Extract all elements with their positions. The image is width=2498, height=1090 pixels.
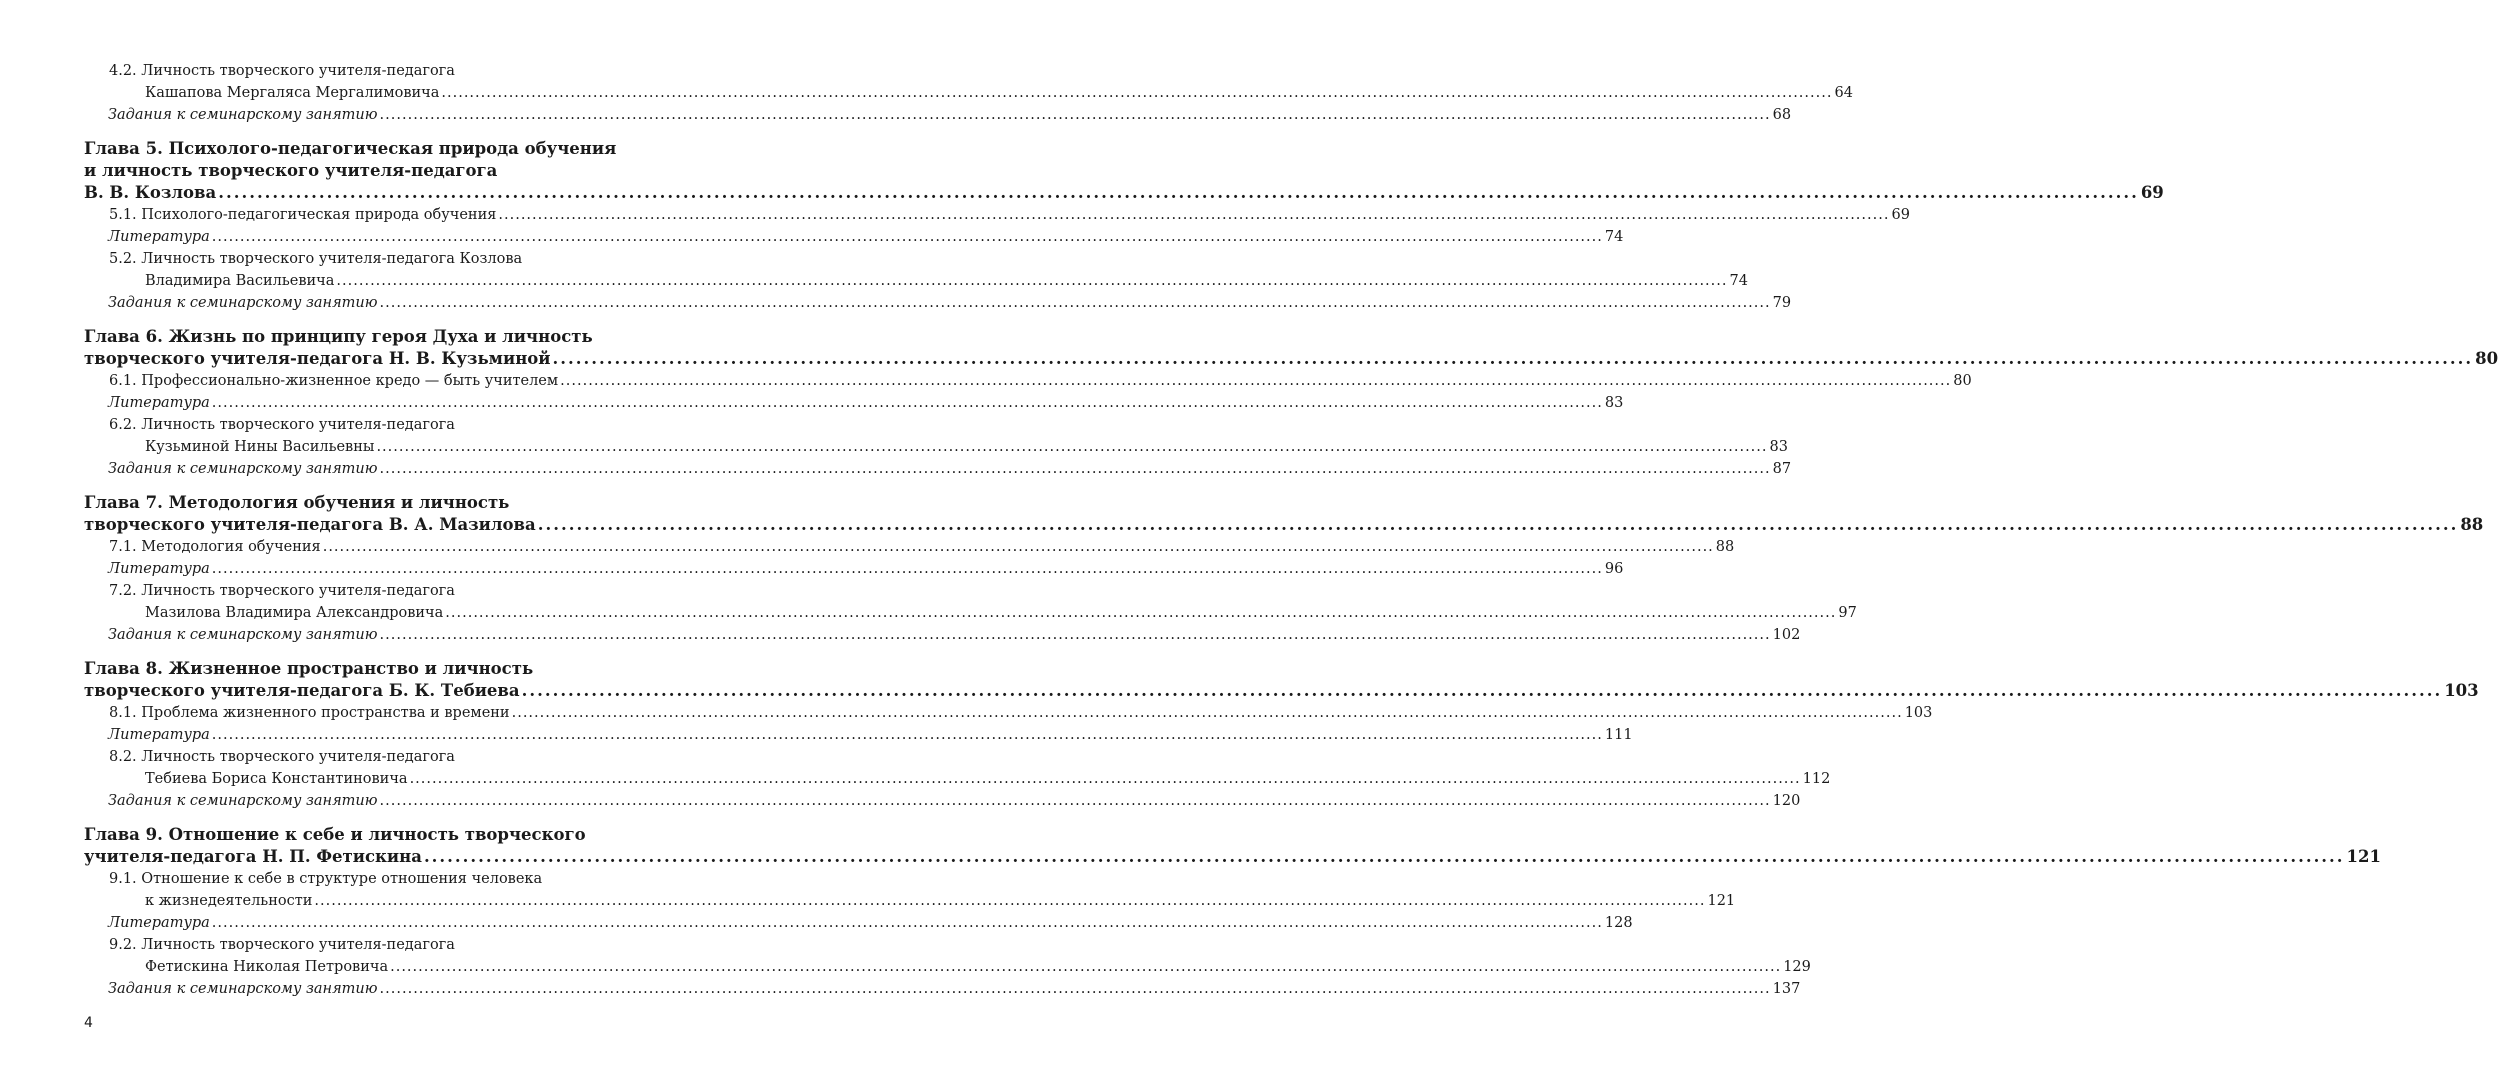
chapter-heading-text: творческого учителя-педагога В. А. Мазилова xyxy=(84,515,536,534)
chapter-heading-leader-line xyxy=(84,514,2484,536)
dot-leader xyxy=(553,349,2474,368)
toc-entry-leader-line xyxy=(109,82,1853,104)
toc-entry-seminar-tasks[interactable] xyxy=(108,790,1801,812)
toc-entry-text: Задания к семинарскому занятию xyxy=(108,627,378,643)
toc-entry-text: Задания к семинарскому занятию xyxy=(108,461,378,477)
dot-leader xyxy=(498,207,1889,223)
chapter-heading-line: Глава 6. Жизнь по принципу героя Духа и личность xyxy=(84,327,593,346)
toc-entry-leader-line xyxy=(108,458,1792,480)
toc-entry-page-number: 88 xyxy=(1715,539,1735,555)
toc-entry-leader-line xyxy=(108,912,1633,934)
chapter-heading-line: Глава 7. Методология обучения и личность xyxy=(84,493,510,512)
chapter-heading-leader-line xyxy=(84,680,2479,702)
chapter-heading-text: творческого учителя-педагога Б. К. Тебиева xyxy=(84,681,520,700)
toc-entry-page-number: 69 xyxy=(1891,207,1910,223)
toc-entry-leader-line xyxy=(108,392,1624,414)
chapter-heading[interactable] xyxy=(84,658,2479,702)
toc-entry-page-number: 80 xyxy=(1953,373,1972,389)
toc-entry-leader-line xyxy=(109,436,1788,458)
toc-entry-text: Литература xyxy=(108,561,210,577)
toc-entry-leader-line xyxy=(109,956,1811,978)
toc-entry-page-number: 121 xyxy=(1707,893,1736,909)
toc-entry-literature[interactable] xyxy=(108,558,1624,580)
toc-entry-page-number: 120 xyxy=(1772,793,1801,809)
dot-leader xyxy=(212,915,1603,931)
toc-entry-line: 7.2. Личность творческого учителя-педагога xyxy=(109,583,455,599)
toc-entry-seminar-tasks[interactable] xyxy=(108,104,1792,126)
toc-entry-seminar-tasks[interactable] xyxy=(108,624,1801,646)
toc-entry-section[interactable] xyxy=(109,414,1788,458)
toc-entry-leader-line xyxy=(109,768,1831,790)
toc-entry-page-number: 87 xyxy=(1772,461,1792,477)
dot-leader xyxy=(380,461,1771,477)
chapter-heading[interactable] xyxy=(84,824,2381,868)
chapter-page-number: 69 xyxy=(2140,183,2164,202)
dot-leader xyxy=(522,681,2443,700)
toc-entry-page-number: 129 xyxy=(1783,959,1811,975)
toc-entry-leader-line xyxy=(108,978,1801,1000)
toc-entry-literature[interactable] xyxy=(108,912,1633,934)
toc-entry-leader-line xyxy=(108,558,1624,580)
toc-entry-section[interactable] xyxy=(109,746,1831,790)
dot-leader xyxy=(380,627,1771,643)
chapter-block xyxy=(84,60,1853,126)
toc-entry-page-number: 128 xyxy=(1604,915,1633,931)
chapter-block xyxy=(84,492,2484,646)
toc-entry-leader-line xyxy=(109,204,1910,226)
toc-entry-page-number: 74 xyxy=(1604,229,1624,245)
dot-leader xyxy=(441,85,1832,101)
toc-entry-text: Задания к семинарскому занятию xyxy=(108,793,378,809)
toc-entry-leader-line xyxy=(109,702,1933,724)
toc-entry-leader-line xyxy=(109,602,1857,624)
toc-entry-text: Фетискина Николая Петровича xyxy=(145,959,389,975)
dot-leader xyxy=(538,515,2459,534)
chapter-page-number: 121 xyxy=(2346,847,2381,866)
toc-entry-page-number: 74 xyxy=(1729,273,1748,289)
toc-entry-text: Задания к семинарскому занятию xyxy=(108,981,378,997)
dot-leader xyxy=(323,539,1714,555)
toc-entry-page-number: 96 xyxy=(1604,561,1624,577)
toc-entry-page-number: 97 xyxy=(1838,605,1857,621)
toc-entry-text: 5.1. Психолого-педагогическая природа обучения xyxy=(109,207,497,223)
chapter-heading-leader-line xyxy=(84,182,2164,204)
toc-entry-line: 5.2. Личность творческого учителя-педагога Козлова xyxy=(109,251,523,267)
toc-entry-literature[interactable] xyxy=(108,724,1633,746)
dot-leader xyxy=(212,395,1603,411)
toc-entry-text: 8.1. Проблема жизненного пространства и времени xyxy=(109,705,510,721)
toc-entry-section[interactable] xyxy=(109,580,1857,624)
toc-entry-page-number: 111 xyxy=(1604,727,1633,743)
chapter-heading-line: Глава 5. Психолого-педагогическая природа обучения xyxy=(84,139,617,158)
dot-leader xyxy=(424,847,2345,866)
dot-leader xyxy=(380,107,1771,123)
toc-entry-section[interactable] xyxy=(109,60,1853,104)
toc-entry-seminar-tasks[interactable] xyxy=(108,978,1801,1000)
chapter-heading-line: Глава 9. Отношение к себе и личность творческого xyxy=(84,825,586,844)
toc-entry-section[interactable] xyxy=(109,248,1748,292)
toc-entry-section[interactable] xyxy=(109,934,1811,978)
toc-entry-text: Литература xyxy=(108,727,210,743)
toc-entry-page-number: 137 xyxy=(1772,981,1801,997)
chapter-page-number: 88 xyxy=(2460,515,2484,534)
dot-leader xyxy=(314,893,1705,909)
chapter-block xyxy=(84,824,2381,1000)
chapter-heading-text: творческого учителя-педагога Н. В. Кузьминой xyxy=(84,349,551,368)
dot-leader xyxy=(212,229,1603,245)
toc-entry-leader-line xyxy=(108,624,1801,646)
toc-entry-text: 6.1. Профессионально-жизненное кредо — быть учителем xyxy=(109,373,559,389)
dot-leader xyxy=(212,561,1603,577)
dot-leader xyxy=(390,959,1781,975)
toc-entry-text: Мазилова Владимира Александровича xyxy=(145,605,444,621)
toc-entry-text: Задания к семинарскому занятию xyxy=(108,295,378,311)
chapter-heading-text: учителя-педагога Н. П. Фетискина xyxy=(84,847,422,866)
toc-entry-text: Кашапова Мергаляса Мергалимовича xyxy=(145,85,440,101)
toc-entry-text: Кузьминой Нины Васильевны xyxy=(145,439,375,455)
chapter-heading[interactable] xyxy=(84,492,2484,536)
toc-entry-literature[interactable] xyxy=(108,226,1624,248)
chapter-block xyxy=(84,658,2479,812)
toc-entry-page-number: 112 xyxy=(1802,771,1831,787)
dot-leader xyxy=(380,793,1771,809)
dot-leader xyxy=(560,373,1951,389)
dot-leader xyxy=(376,439,1767,455)
toc-entry-line: 9.2. Личность творческого учителя-педагога xyxy=(109,937,455,953)
chapter-heading[interactable] xyxy=(84,326,2498,370)
toc-entry-leader-line xyxy=(108,724,1633,746)
toc-entry-section[interactable] xyxy=(109,536,1735,558)
toc-entry-seminar-tasks[interactable] xyxy=(108,458,1792,480)
toc-entry-text: Владимира Васильевича xyxy=(145,273,335,289)
toc-entry-leader-line xyxy=(108,292,1792,314)
toc-entry-section[interactable] xyxy=(109,702,1933,724)
chapter-heading-line: Глава 8. Жизненное пространство и личность xyxy=(84,659,534,678)
dot-leader xyxy=(380,295,1771,311)
toc-entry-text: к жизнедеятельности xyxy=(145,893,313,909)
dot-leader xyxy=(212,727,1603,743)
toc-entry-leader-line xyxy=(108,226,1624,248)
dot-leader xyxy=(512,705,1903,721)
chapter-page-number: 80 xyxy=(2475,349,2498,368)
toc-entry-leader-line xyxy=(109,270,1748,292)
dot-leader xyxy=(445,605,1836,621)
toc-entry-line: 6.2. Личность творческого учителя-педагога xyxy=(109,417,455,433)
toc-entry-text: Литература xyxy=(108,395,210,411)
chapter-heading-leader-line xyxy=(84,846,2381,868)
chapter-heading-line: и личность творческого учителя-педагога xyxy=(84,161,498,180)
toc-entry-text: Литература xyxy=(108,229,210,245)
dot-leader xyxy=(218,183,2139,202)
chapter-block xyxy=(84,138,2164,314)
toc-entry-section[interactable] xyxy=(109,204,1910,226)
toc-entry-page-number: 79 xyxy=(1772,295,1792,311)
toc-entry-section[interactable] xyxy=(109,868,1736,912)
toc-entry-seminar-tasks[interactable] xyxy=(108,292,1792,314)
toc-entry-leader-line xyxy=(109,890,1736,912)
toc-entry-page-number: 83 xyxy=(1604,395,1624,411)
table-of-contents xyxy=(84,60,2498,1000)
toc-entry-page-number: 103 xyxy=(1904,705,1933,721)
toc-entry-leader-line xyxy=(108,790,1801,812)
chapter-page-number: 103 xyxy=(2444,681,2479,700)
toc-entry-page-number: 102 xyxy=(1772,627,1801,643)
chapter-block xyxy=(84,326,2498,480)
toc-entry-line: 8.2. Личность творческого учителя-педагога xyxy=(109,749,455,765)
page-number: 4 xyxy=(84,1015,93,1031)
toc-entry-text: Литература xyxy=(108,915,210,931)
toc-entry-text: 7.1. Методология обучения xyxy=(109,539,321,555)
toc-entry-leader-line xyxy=(109,370,1972,392)
dot-leader xyxy=(410,771,1801,787)
toc-entry-text: Задания к семинарскому занятию xyxy=(108,107,378,123)
chapter-heading-leader-line xyxy=(84,348,2498,370)
toc-entry-section[interactable] xyxy=(109,370,1972,392)
toc-entry-line: 4.2. Личность творческого учителя-педагога xyxy=(109,63,455,79)
toc-entry-literature[interactable] xyxy=(108,392,1624,414)
toc-entry-leader-line xyxy=(109,536,1735,558)
toc-entry-leader-line xyxy=(108,104,1792,126)
toc-entry-page-number: 83 xyxy=(1769,439,1788,455)
dot-leader xyxy=(380,981,1771,997)
dot-leader xyxy=(336,273,1727,289)
toc-entry-line: 9.1. Отношение к себе в структуре отношения человека xyxy=(109,871,543,887)
toc-entry-page-number: 64 xyxy=(1834,85,1853,101)
toc-entry-text: Тебиева Бориса Константиновича xyxy=(145,771,408,787)
chapter-heading-text: В. В. Козлова xyxy=(84,183,217,202)
chapter-heading[interactable] xyxy=(84,138,2164,204)
toc-entry-page-number: 68 xyxy=(1772,107,1792,123)
